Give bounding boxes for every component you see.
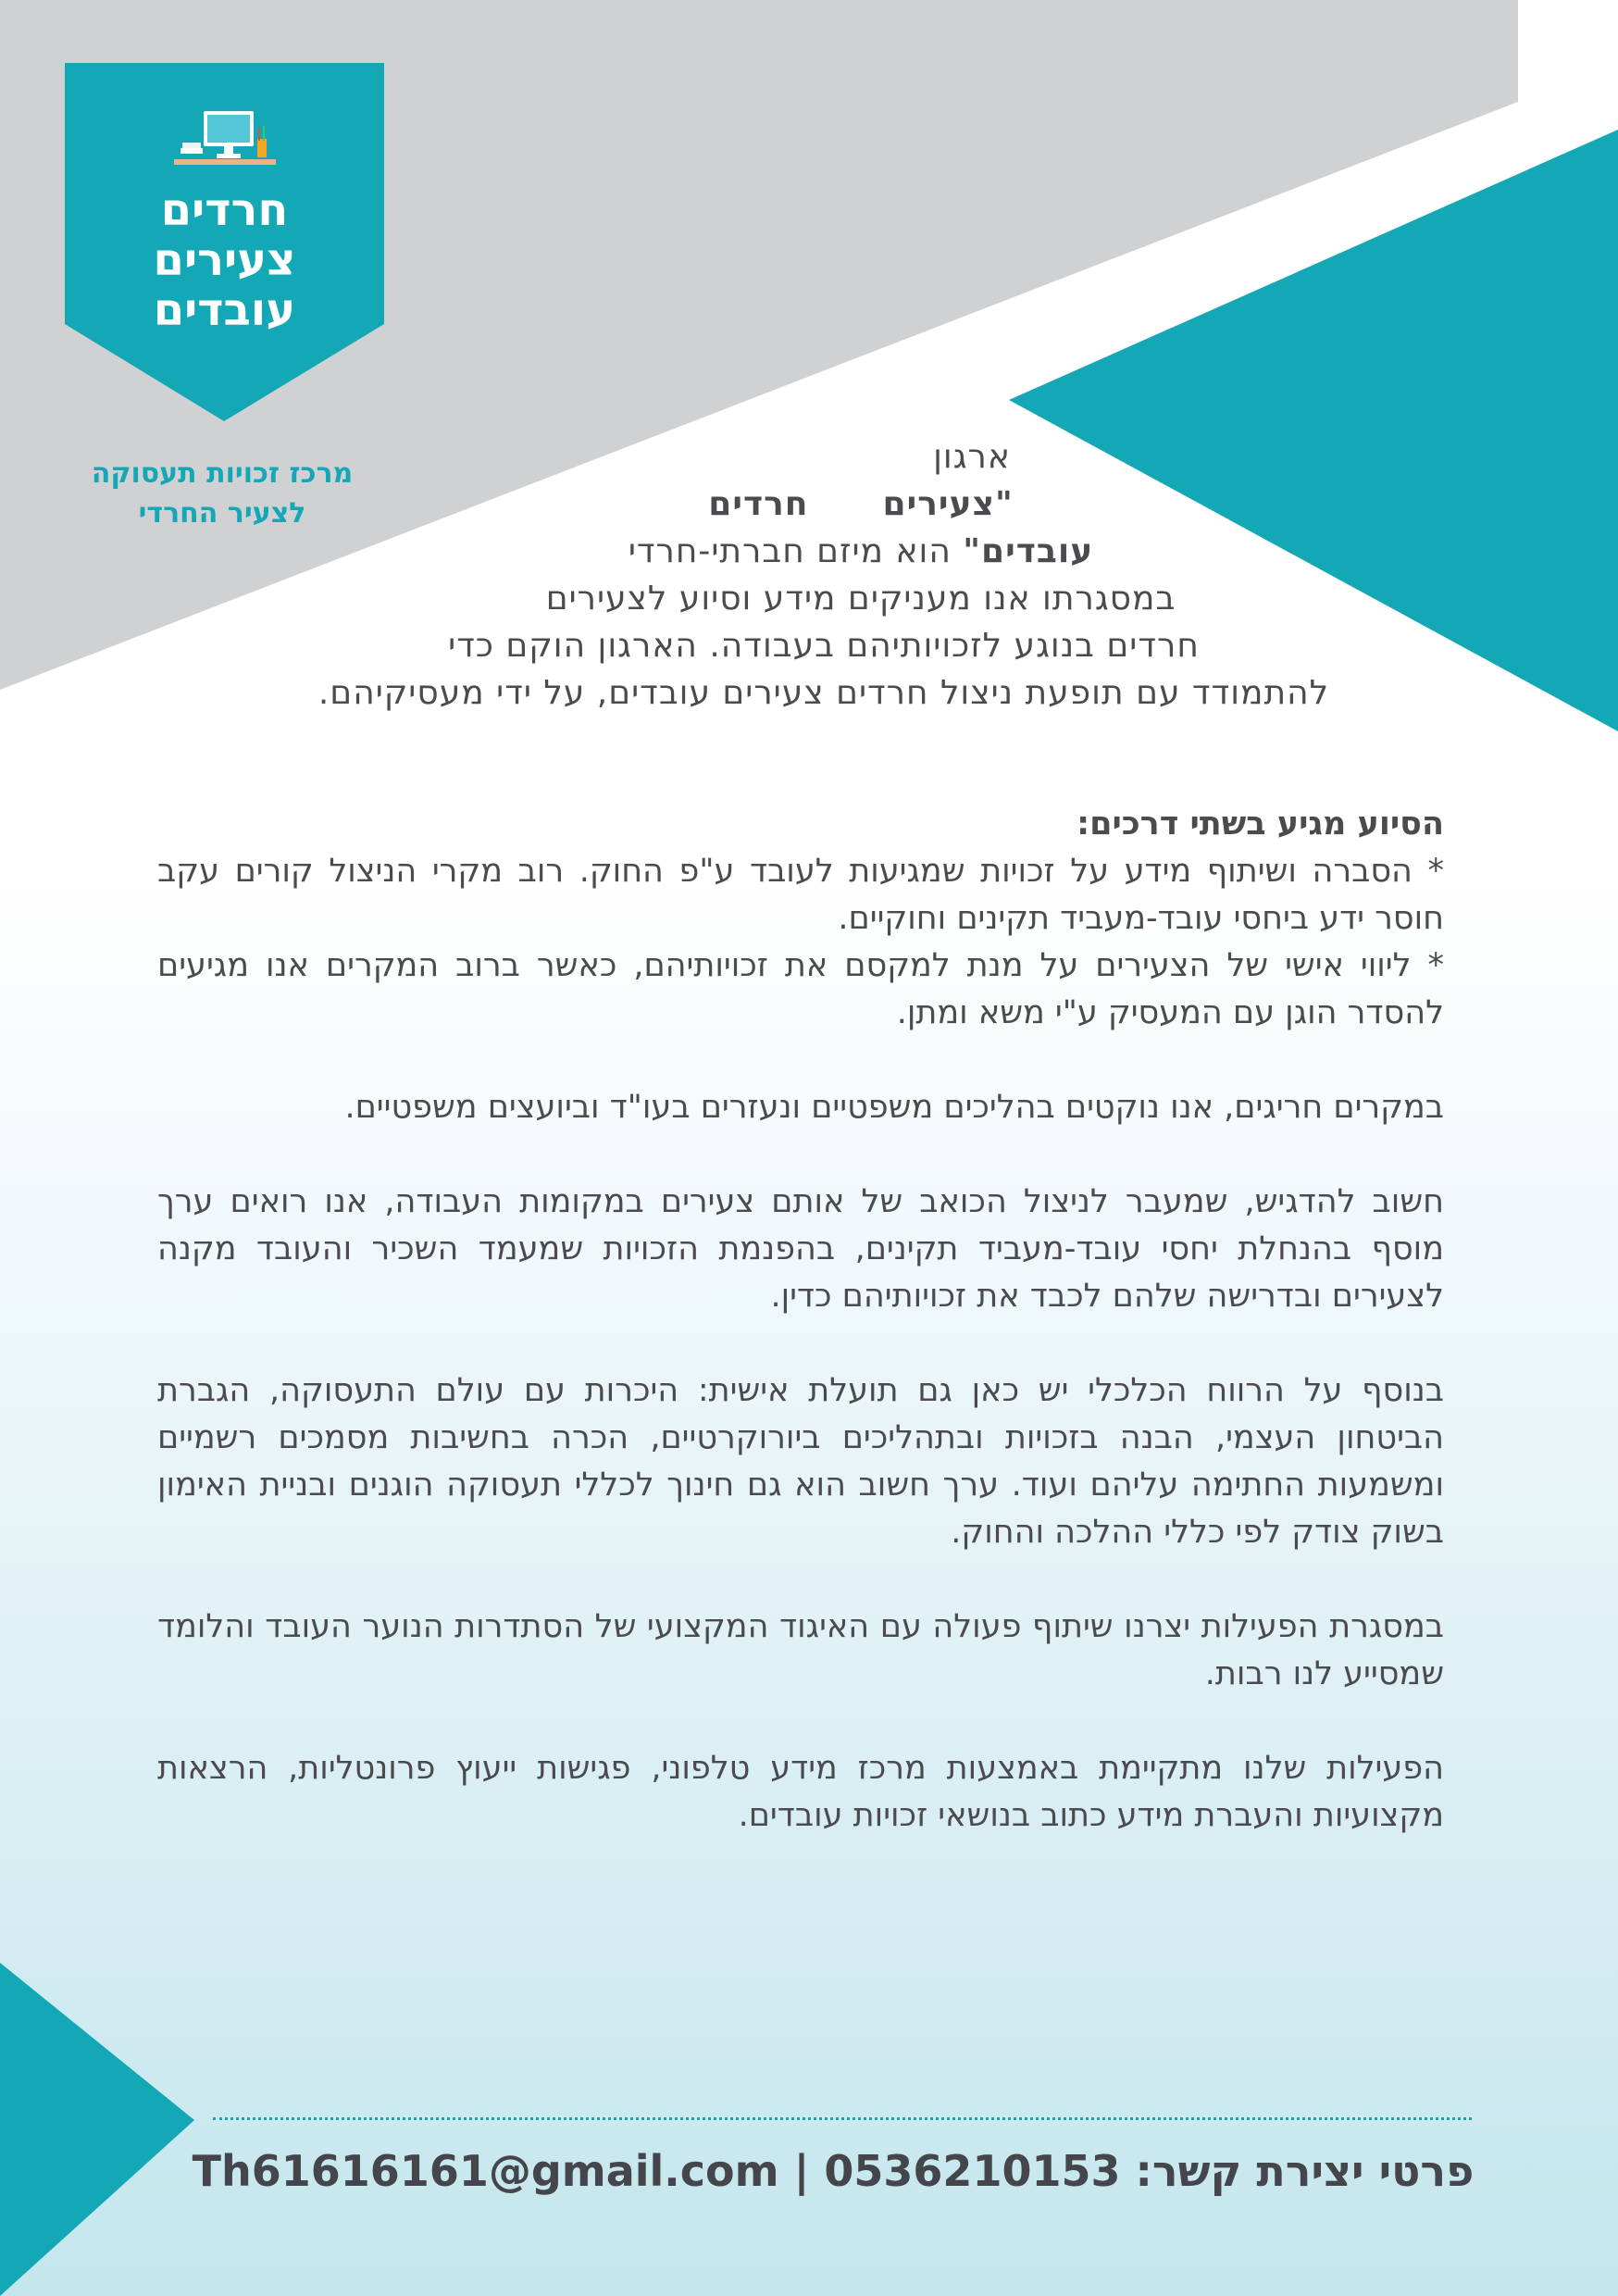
- help-item-1: * הסברה ושיתוף מידע על זכויות שמגיעות לעובד ע"פ החוק. רוב מקרי הניצול קורים עקב חוסר ידע ביחסי עובד-מעביד תקינים וחוקיים.: [157, 853, 1444, 937]
- logo-title: [65, 185, 384, 335]
- body-text: [157, 801, 1444, 1887]
- contact-label: פרטי יצירת קשר:: [1135, 2146, 1475, 2196]
- intro-paragraph: [231, 433, 1416, 717]
- paragraph-legal: במקרים חריגים, אנו נוקטים בהליכים משפטיים ונעזרים בעו"ד וביועצים משפטיים.: [344, 1089, 1444, 1126]
- paragraph-important: חשוב להדגיש, שמעבר לניצול הכואב של אותם צעירים במקומות העבודה, אנו רואים ערך מוסף בהנחלת יחסי עובד-מעביד תקינים, בהפנמת הזכויות שמעמד השכיר והעובד מקנה לצעירים ובדרישה שלהם לכבד את זכויותיהם כדין.: [157, 1183, 1444, 1315]
- contact-separator: |: [793, 2146, 810, 2196]
- intro-line-6: להתמודד עם תופעת ניצול חרדים צעירים עובדים, על ידי מעסיקיהם.: [317, 674, 1330, 712]
- logo-line-2: צעירים: [153, 234, 296, 286]
- paragraph-benefit: בנוסף על הרווח הכלכלי יש כאן גם תועלת אישית: היכרות עם עולם התעסוקה, הגברת הביטחון העצמי, הבנה בזכויות ובתהליכים ביורוקרטיים, הכרה בחשיבות מסמכים רשמיים ומשמעות החתימה עליהם ועוד. ערך חשוב הוא גם חינוך לכללי תעסוקה הוגנים ובניית האימון בשוק צודק לפי כללי ההלכה והחוק.: [157, 1372, 1444, 1551]
- intro-line-1: ארגון: [933, 438, 1011, 476]
- help-section: [157, 801, 1444, 1037]
- intro-line-4: במסגרתו אנו מעניקים מידע וסיוע לצעירים: [545, 580, 1176, 618]
- contact-phone[interactable]: 0536210153: [824, 2146, 1121, 2196]
- help-item-2: * ליווי אישי של הצעירים על מנת למקסם את זכויותיהם, כאשר ברוב המקרים אנו מגיעים להסדר הוגן עם המעסיק ע"י משא ומתן.: [157, 947, 1444, 1031]
- intro-line-2: [231, 480, 1416, 528]
- intro-line-3-rest: הוא מיזם חברתי-חרדי: [628, 532, 964, 570]
- intro-ovdim: עובדים": [963, 532, 1094, 570]
- logo-line-3: עובדים: [153, 284, 296, 336]
- intro-tseirim: "צעירים: [882, 485, 1014, 523]
- paragraph-activity: הפעילות שלנו מתקיימת באמצעות מרכז מידע טלפוני, פגישות ייעוץ פרונטליות, הרצאות מקצועיות והעברת מידע כתוב בנושאי זכויות עובדים.: [157, 1750, 1444, 1834]
- intro-haredim: חרדים: [708, 485, 809, 523]
- tagline-line-1: מרכז זכויות תעסוקה: [91, 457, 354, 490]
- intro-line-5: חרדים בנוגע לזכויותיהם בעבודה. הארגון הוקם כדי: [448, 627, 1200, 665]
- contact-line: [185, 2143, 1481, 2199]
- dotted-divider: [213, 2117, 1472, 2120]
- teal-triangle-bottom-left: [0, 1963, 194, 2296]
- contact-email[interactable]: Th61616161@gmail.com: [192, 2146, 779, 2196]
- intro-line-3: [231, 528, 1416, 575]
- paragraph-partnership: במסגרת הפעילות יצרנו שיתוף פעולה עם האיגוד המקצועי של הסתדרות הנוער העובד והלומד שמסייע לנו רבות.: [157, 1608, 1444, 1692]
- help-heading: הסיוע מגיע בשתי דרכים:: [1077, 805, 1444, 842]
- logo-line-1: חרדים: [160, 184, 289, 236]
- tagline-line-2: לצעיר החרדי: [138, 497, 306, 530]
